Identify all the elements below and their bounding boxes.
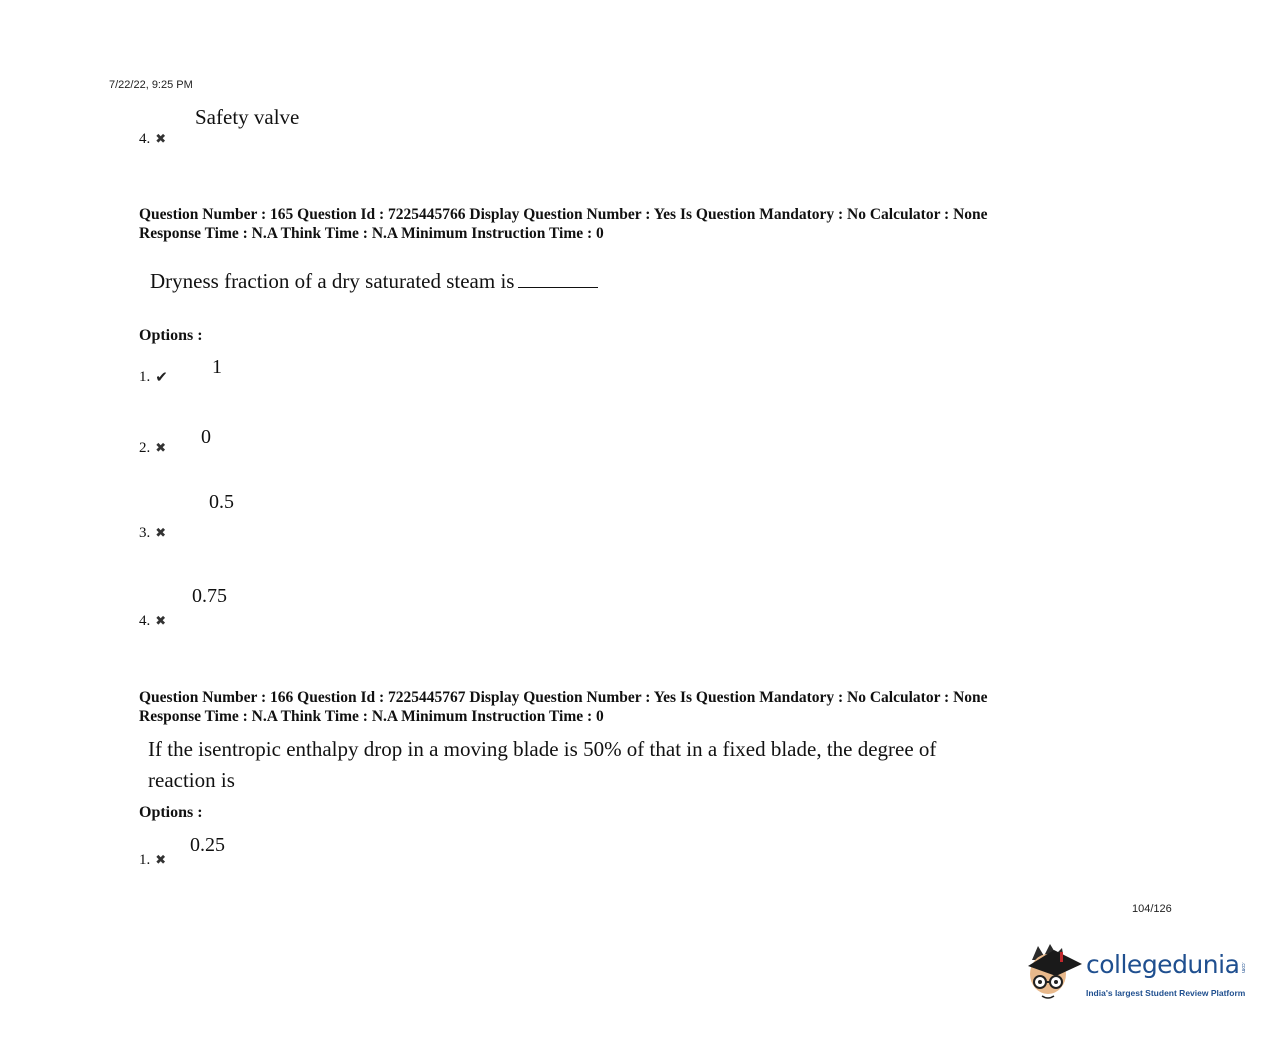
option-number: 1. bbox=[139, 368, 151, 385]
cross-icon: ✖ bbox=[155, 526, 167, 541]
print-timestamp: 7/22/22, 9:25 PM bbox=[109, 79, 193, 91]
option-text: Safety valve bbox=[195, 105, 300, 129]
cross-icon: ✖ bbox=[155, 132, 167, 147]
question-text-line-2: reaction is bbox=[148, 768, 235, 792]
option-number-row bbox=[139, 852, 166, 869]
logo-wordmark: collegedunia bbox=[1086, 950, 1240, 979]
option-number-row bbox=[139, 131, 166, 148]
check-icon: ✔ bbox=[155, 368, 168, 386]
option-value: 0.25 bbox=[190, 834, 225, 856]
question-meta-line-2: Response Time : N.A Think Time : N.A Minimum Instruction Time : 0 bbox=[139, 225, 604, 242]
options-label: Options : bbox=[139, 327, 203, 344]
option-value: 0.5 bbox=[209, 491, 234, 513]
option-value: 1 bbox=[212, 356, 222, 378]
question-meta-line-1: Question Number : 166 Question Id : 7225445767 Display Question Number : Yes Is Question Mandatory : No Calculator : None bbox=[139, 689, 988, 706]
question-text bbox=[150, 266, 598, 297]
page-number: 104/126 bbox=[1132, 903, 1172, 915]
logo-tagline: India's largest Student Review Platform bbox=[1086, 988, 1246, 998]
option-number: 3. bbox=[139, 525, 151, 541]
answer-blank bbox=[518, 286, 598, 288]
option-number: 4. bbox=[139, 613, 151, 629]
option-value: 0.75 bbox=[192, 585, 227, 607]
option-number: 1. bbox=[139, 852, 151, 868]
question-meta-line-2: Response Time : N.A Think Time : N.A Minimum Instruction Time : 0 bbox=[139, 708, 604, 725]
option-number-row bbox=[139, 525, 166, 542]
question-meta bbox=[139, 205, 988, 243]
option-number: 2. bbox=[139, 440, 151, 456]
question-text-body: Dryness fraction of a dry saturated steam is bbox=[150, 269, 515, 293]
logo-suffix: .com bbox=[1240, 962, 1246, 973]
cross-icon: ✖ bbox=[155, 441, 167, 456]
option-number-row bbox=[139, 440, 166, 457]
option-number-row bbox=[139, 613, 166, 630]
collegedunia-logo bbox=[1024, 940, 1250, 1008]
mascot-icon bbox=[1024, 940, 1086, 1008]
options-label: Options : bbox=[139, 804, 203, 821]
question-meta-line-1: Question Number : 165 Question Id : 7225445766 Display Question Number : Yes Is Question Mandatory : No Calculator : None bbox=[139, 206, 988, 223]
cross-icon: ✖ bbox=[155, 614, 167, 629]
cross-icon: ✖ bbox=[155, 853, 167, 868]
question-meta bbox=[139, 688, 988, 726]
option-number: 4. bbox=[139, 131, 151, 147]
option-number-row bbox=[139, 368, 168, 386]
question-text-line-1: If the isentropic enthalpy drop in a moving blade is 50% of that in a fixed blade, the degree of bbox=[148, 737, 937, 761]
question-text bbox=[148, 734, 936, 796]
option-value: 0 bbox=[201, 426, 211, 448]
